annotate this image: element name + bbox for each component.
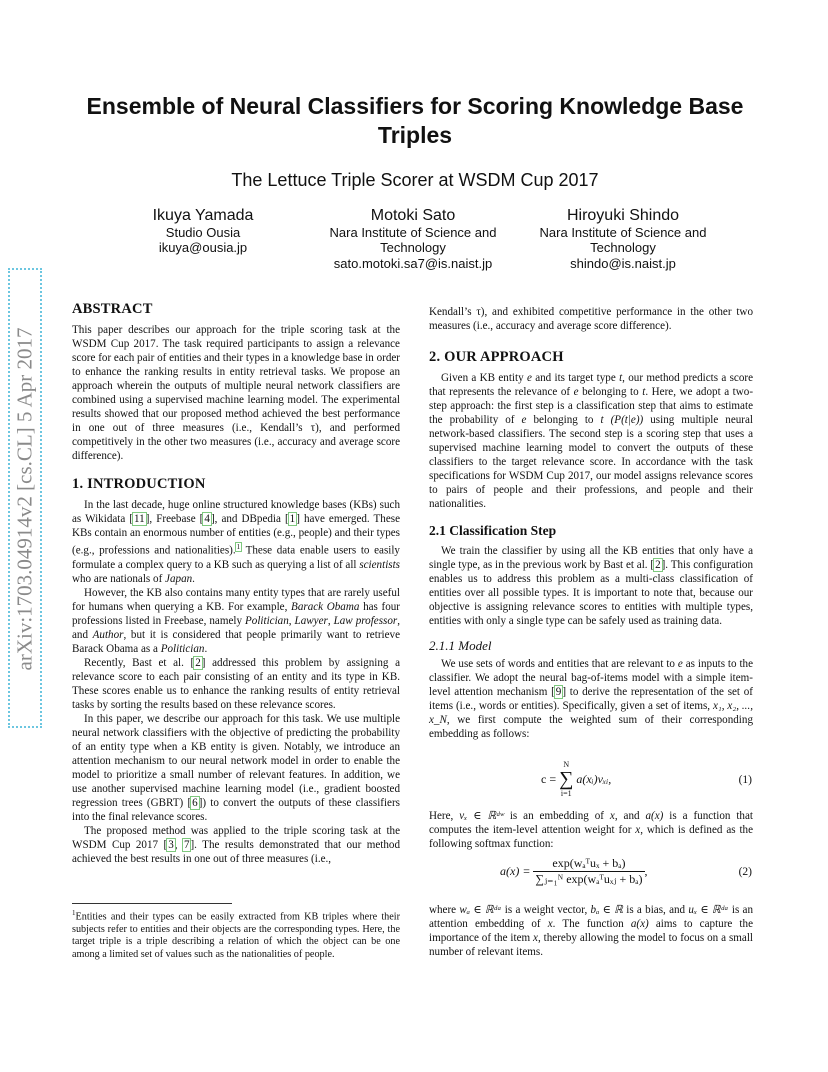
author-email[interactable]: ikuya@ousia.jp	[158, 240, 248, 255]
intro-paragraph: The proposed method was applied to the triple scoring task at the WSDM Cup 2017 [3, 7]. The results demonstrated that our method achieved the best results in one out of three measures (i.e.,	[72, 824, 400, 865]
author-name: Hiroyuki Shindo	[566, 207, 680, 224]
approach-paragraph: Given a KB entity e and its target type t, our method predicts a score that represents the relevance of e belonging to t. Here, we adopt a two-step approach: the first step is a classification step that aims to estimate the probability of e belonging to t (P(t|e)) using multiple neural network-based classifiers. The second step is a scoring step that uses a supervised machine learning model to convert the outputs of these classifiers to the target relevance score. In accordance with the task specifications for WSDM Cup 2017, our model assigns relevance scores to pairs of people and their professions, and people and their nationalities.	[429, 372, 754, 510]
right-column	[429, 305, 753, 741]
citation-link[interactable]: 6	[192, 796, 198, 809]
author-affiliation: Nara Institute of Science and Technology	[329, 224, 497, 255]
author-affiliation: Nara Institute of Science and Technology	[539, 224, 707, 255]
equation-2: a(x) = $\frac{\text{exp(wₐᵀuₓ + bₐ)}}{\text{∑ⱼ₌₁ᴺ exp(wₐᵀuₓⱼ + bₐ)}}$ ,	[500, 856, 648, 886]
model-paragraph: We use sets of words and entities that are relevant to e as inputs to the classifier. We adopt the neural bag-of-items model with a simple item-level attention mechanism [9] to derive the representation of the set of items (i.e., words or entities). Specifically, given a set of items, x₁, x₂, ..., x_N, we first compute the weighted sum of their corresponding embedding as follows:	[429, 658, 754, 740]
author-email[interactable]: sato.motoki.sa7@is.naist.jp	[333, 255, 493, 271]
author-affiliation: Studio Ousia	[165, 224, 241, 240]
citation-link[interactable]: 3	[168, 838, 174, 851]
author-block	[318, 208, 508, 271]
citation-link[interactable]: 4	[204, 513, 210, 525]
paper-subtitle: The Lettuce Triple Scorer at WSDM Cup 2017	[231, 170, 599, 190]
citation-link[interactable]: 7	[183, 838, 190, 851]
author-block	[528, 208, 718, 271]
classification-paragraph: We train the classifier by using all the KB entities that only have a single type, as in the previous work by Bast et al. [2]. This configuration enables us to address this problem as a multi-class classification of entities over all possible types. It is important to note that, because our objective is assigning relevance scores to entities with multiple types, entities with only a single type can be safely used as training data.	[429, 545, 753, 627]
intro-paragraph: Recently, Bast et al. [2] addressed this problem by assigning a relevance score to each pair consisting of an entity and its type in KB. These scores enable us to enhance the ranking results of entity retrieval tasks by sorting the results based on these relevance scores.	[72, 656, 400, 711]
author-block	[108, 208, 298, 256]
arxiv-stamp: arXiv:1703.04914v2 [cs.CL] 5 Apr 2017	[12, 327, 37, 671]
left-column	[72, 302, 400, 866]
author-name: Motoki Sato	[370, 207, 456, 224]
intro-paragraph: In the last decade, huge online structured knowledge bases (KBs) such as Wikidata [11], Freebase [4], and DBpedia [1] have emerged. These KBs contain an enormous number of entities (e.g., people) and their types (e.g., professions and nationalities).$^1$ These data enable users to easily formulate a complex query to a KB such as querying a list of all scientists who are nationals of Japan.	[72, 499, 401, 585]
author-name: Ikuya Yamada	[152, 207, 254, 224]
intro-heading: 1. INTRODUCTION	[72, 476, 206, 492]
abstract-heading: ABSTRACT	[72, 301, 153, 317]
citation-link[interactable]: 9	[555, 686, 562, 698]
intro-paragraph: In this paper, we describe our approach for this task. We use multiple neural network classifiers with the objective of predicting the probability of an entity type when a KB entity is given. Notably, we introduce an attention mechanism to our neural network model in order to enable the model to prioritize a small number of relevant features. In addition, we use another supervised machine learning model (i.e., gradient boosted regression trees (GBRT) [6]) to convert the outputs of these classifiers into the final relevance scores.	[72, 712, 400, 823]
explanation-paragraph: Here, vₓ ∈ ℝᵈʷ is an embedding of x, and a(x) is a function that computes the item-level attention weight for x, which is defined as the following softmax function:	[429, 810, 753, 850]
citation-link[interactable]: 2	[655, 559, 661, 571]
footnote-mark: 1	[72, 909, 76, 917]
intro-paragraph: However, the KB also contains many entity types that are rarely useful for humans when querying a KB. For example, Barack Obama has four professions listed in Freebase, namely Politician, Lawyer, Law professor, and Author, but it is considered that people primarily want to retrieve Barack Obama as a Politician.	[72, 586, 400, 655]
abstract-text: This paper describes our approach for the triple scoring task at the WSDM Cup 2017. The task required participants to assign a relevance score for each pair of entities and their types in a knowledge base in order to enhance the ranking results in entity retrieval tasks. We propose an approach wherein the outputs of multiple neural network classifiers are combined using a supervised machine learning model. The experimental results showed that our proposed method achieved the best performance in one out of three measures (i.e., Kendall’s τ), and performed competitively in the other two measures (i.e., accuracy and average score difference).	[72, 324, 400, 462]
model-heading: 2.1.1 Model	[429, 638, 492, 653]
equation-1: c = N ∑ i=1 a(xᵢ)vₓᵢ,	[541, 760, 612, 798]
footnote-rule	[72, 903, 232, 904]
classification-heading: 2.1 Classification Step	[429, 523, 557, 538]
right-column-cont	[429, 809, 753, 851]
author-email[interactable]: shindo@is.naist.jp	[570, 255, 676, 271]
footnote	[72, 907, 400, 961]
citation-link[interactable]: 1	[289, 513, 296, 525]
citation-link[interactable]: 11	[134, 513, 145, 525]
right-column-end	[429, 903, 753, 959]
footnote-text: Entities and their types can be easily extracted from KB triples where their subjects refer to entities and their objects are the corresponding types. Here, the target triple is a triple describing a relation of which the object can be one among a limited set of values such as the nationalities of people.	[72, 911, 400, 960]
continued-paragraph: Kendall’s τ), and exhibited competitive performance in the other two measures (i.e., accuracy and average score difference).	[429, 306, 753, 332]
approach-heading: 2. OUR APPROACH	[429, 349, 564, 365]
citation-link[interactable]: 2	[195, 656, 201, 669]
paper-title: Ensemble of Neural Classifiers for Scoring Knowledge Base Triples	[86, 93, 744, 148]
footnote-link[interactable]: 1	[236, 543, 241, 551]
equation-2-number: (2)	[738, 866, 752, 878]
equation-1-number: (1)	[738, 774, 752, 786]
where-paragraph: where wₐ ∈ ℝᵈᵃ is a weight vector, bₐ ∈ ℝ is a bias, and uₓ ∈ ℝᵈᵃ is an attention embedding of x. The function a(x) aims to capture the importance of the item x, thereby allowing the model to focus on a small number of relevant items.	[429, 904, 754, 958]
